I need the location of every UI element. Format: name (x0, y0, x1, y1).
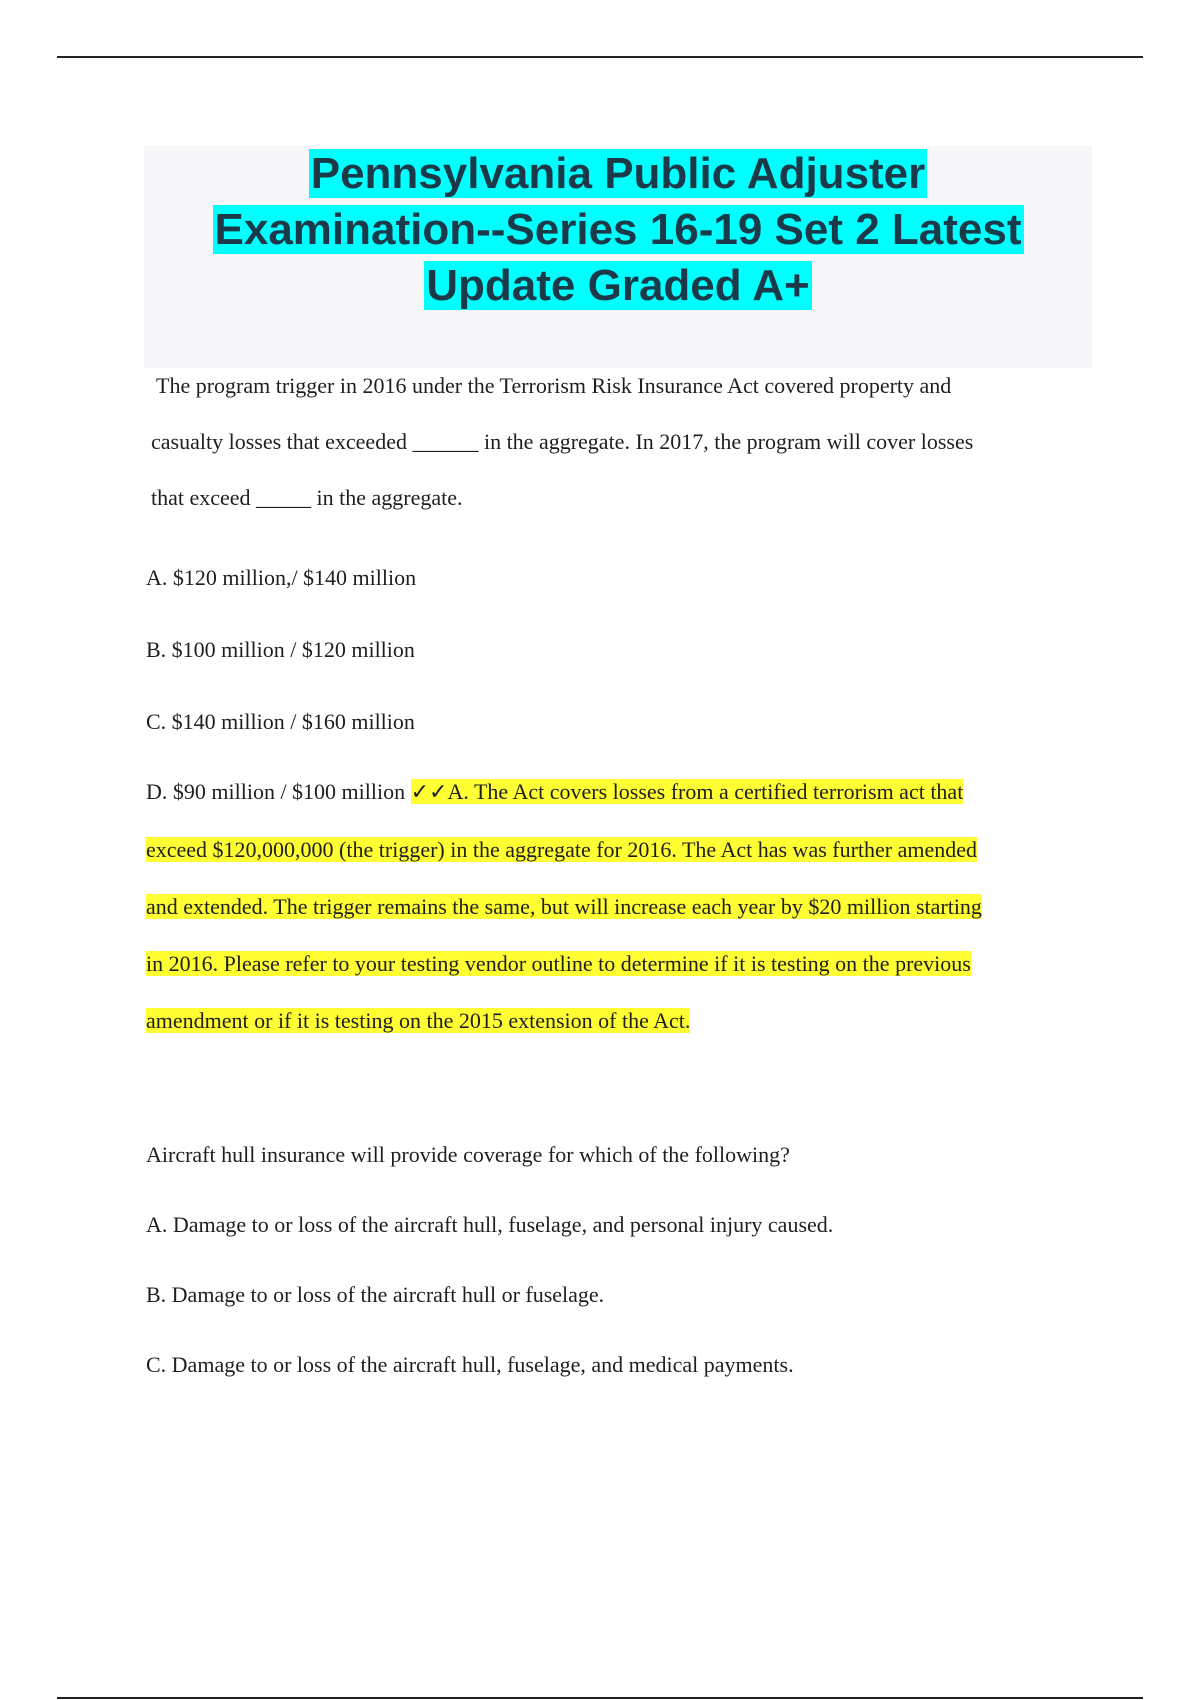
question-1-option-d: D. $90 million / $100 million (146, 779, 406, 804)
question-1-line: The program trigger in 2016 under the Terrorism Risk Insurance Act covered property and (156, 373, 952, 398)
question-2-option-c: C. Damage to or loss of the aircraft hull, fuselage, and medical payments. (146, 1352, 794, 1377)
question-2-option-b: B. Damage to or loss of the aircraft hull or fuselage. (146, 1282, 605, 1307)
question-1 (146, 358, 1076, 1049)
answer-line: A. The Act covers losses from a certified terrorism act that (447, 779, 964, 804)
answer-line: and extended. The trigger remains the same, but will increase each year by $20 million starting (146, 894, 982, 919)
question-1-option-b: B. $100 million / $120 million (146, 637, 415, 662)
title-line-2: Examination--Series 16-19 Set 2 Latest (214, 205, 1022, 254)
bottom-rule (57, 1697, 1143, 1699)
question-1-text (146, 358, 1076, 526)
question-1-answer (146, 763, 1076, 1049)
question-2-option-a: A. Damage to or loss of the aircraft hull, fuselage, and personal injury caused. (146, 1212, 834, 1237)
question-2-text: Aircraft hull insurance will provide coverage for which of the following? (146, 1142, 790, 1167)
question-1-line: that exceed _____ in the aggregate. (151, 485, 463, 510)
question-1-option-a: A. $120 million,/ $140 million (146, 565, 417, 590)
answer-line: in 2016. Please refer to your testing vendor outline to determine if it is testing on the previous (146, 951, 971, 976)
question-2 (146, 1140, 1076, 1420)
title-line-1: Pennsylvania Public Adjuster (310, 149, 926, 198)
answer-line: amendment or if it is testing on the 2015 extension of the Act. (146, 1008, 691, 1033)
title-line-3: Update Graded A+ (426, 261, 810, 310)
top-rule (57, 56, 1143, 58)
question-1-line: casualty losses that exceeded ______ in the aggregate. In 2017, the program will cover losses (151, 429, 974, 454)
double-check-icon: ✓✓ (410, 780, 448, 805)
answer-line: exceed $120,000,000 (the trigger) in the aggregate for 2016. The Act has was further amended (146, 837, 978, 862)
page-title (144, 146, 1092, 314)
question-1-option-c: C. $140 million / $160 million (146, 709, 415, 734)
